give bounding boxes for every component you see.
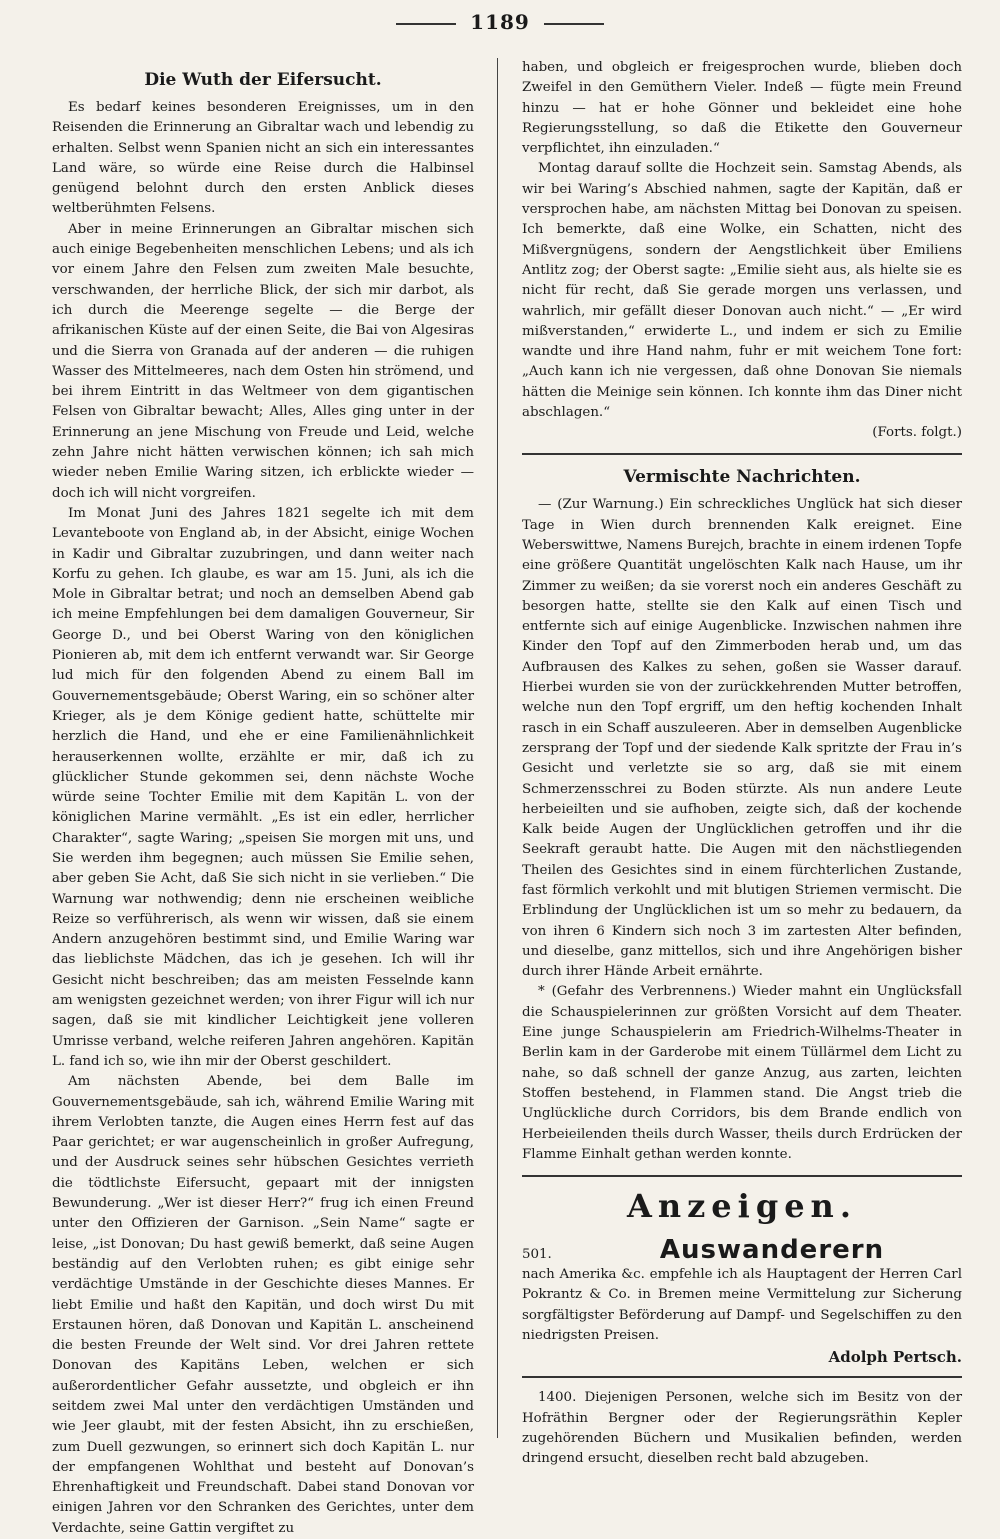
- right-column: [522, 58, 962, 1470]
- advertisement-501: [522, 1235, 962, 1366]
- left-column: [52, 58, 474, 1539]
- article-continuation: haben, und obgleich er freigesprochen wurde, blieben doch Zweifel in den Gemüthern Vieler. Indeß — fügte mein Freund hinzu — hat er hohe Gönner und bekleidet eine hohe Regierungsstellung, so daß die Etikette den Gouverneur verpflichtet, ihn einzuladen.“: [522, 60, 962, 157]
- article-paragraph: Aber in meine Erinnerungen an Gibraltar mischen sich auch einige Begebenheiten menschlichen Lebens; und als ich vor einem Jahre den Felsen zum zweiten Male besuchte, verschwanden, der herrliche Blick, der sich mir darbot, als ich durch die Meerenge segelte — die Berge der afrikanischen Küste auf der einen Seite, die Bai von Algesiras und die Sierra von Granada auf der anderen — die ruhigen Wasser des Mittelmeeres, nach dem Osten hin strömend, und bei ihrem Eintritt in das Weltmeer von dem gigantischen Felsen von Gibraltar bewacht; Alles, Alles ging unter in der Erinnerung an jene Mischung von Freude und Leid, welche zehn Jahre nicht hätten verwischen können; ich sah mich wieder neben Emilie Waring sitzen, ich erblickte wieder — doch ich will nicht vorgreifen.: [52, 221, 474, 501]
- news-item: — (Zur Warnung.) Ein schreckliches Unglück hat sich dieser Tage in Wien durch brennenden Kalk ereignet. Eine Weberswittwe, Namens Burejch, brachte in einem irdenen Topfe eine größere Quantität ungelöschten Kalk nach Hause, um ihr Zimmer zu weißen; da sie vorerst noch ein anderes Geschäft zu besorgen hatte, stellte sie den Kalk auf einen Tisch und entfernte sich auf einige Augenblicke. Inzwischen nahmen ihre Kinder den Topf auf den Zimmerboden herab und, um das Aufbrausen des Kalkes zu sehen, goßen sie Wasser darauf. Hierbei wurden sie von der zurückkehrenden Mutter betroffen, welche nun den Topf ergriff, um den heftig kochenden Inhalt rasch in ein Schaff auszuleeren. Aber in demselben Augenblicke zersprang der Topf und der siedende Kalk spritzte der Frau in’s Gesicht und verletzte sie so arg, daß sie mit einem Schmerzensschrei zu Boden stürzte. Als nun andere Leute herbeieilten und sie aufhoben, zeigte sich, daß der kochende Kalk beide Augen der Unglücklichen getroffen und ihr die Seekraft geraubt hatte. Die Augen mit den nächstliegenden Theilen des Gesichtes sind in einem fürchterlichen Zustande, fast förmlich verkohlt und mit blutigen Striemen vermischt. Die Erblindung der Unglücklichen ist um so mehr zu bedauern, da von ihren 6 Kindern sich noch 3 im zartesten Alter befinden, und dieselbe, ganz mittellos, sich und ihre Angehörigen bisher durch ihrer Hände Arbeit ernährte.: [522, 497, 962, 980]
- ad-signature: Adolph Pertsch.: [828, 1348, 962, 1367]
- ad-header-row: [522, 1235, 962, 1265]
- article-paragraph: Am nächsten Abende, bei dem Balle im Gouvernementsgebäude, sah ich, während Emilie Waring mit ihrem Verlobten tanzte, die Augen eines Herrn fest auf das Paar gerichtet; er war augenscheinlich in großer Aufregung, und der Ausdruck seines sehr hübschen Gesichtes verrieth die tödtlichste Eifersucht, gepaart mit der innigsten Bewunderung. „Wer ist dieser Herr?“ frug ich einen Freund unter den Offizieren der Garnison. „Sein Name“ sagte er leise, „ist Donovan; Du hast gewiß bemerkt, daß seine Augen beständig auf den Verlobten ruhen; es gibt einige sehr verdächtige Umstände in der Geschichte dieses Mannes. Er liebt Emilie und haßt den Kapitän, und doch wirst Du mit Erstaunen hören, daß Donovan und Kapitän L. anscheinend die besten Freunde der Welt sind. Vor drei Jahren rettete Donovan des Kapitäns Leben, welchen er sich außerordentlicher Gefahr aussetzte, und obgleich er ihn seitdem zwei Mal unter den verdächtigen Umständen und wie Jeer glaubt, mit der festen Absicht, ihn zu erschießen, zum Duell gezwungen, so erinnert sich doch Kapitän L. nur der empfangenen Wohlthat und besteht auf Donovan’s Ehrenhaftigkeit und Freundschaft. Dabei stand Donovan vor einigen Jahren vor den Schranken des Gerichtes, unter dem Verdachte, seine Gattin vergiftet zu: [52, 1074, 474, 1536]
- ad-text: 1400. Diejenigen Personen, welche sich im Besitz von der Hofräthin Bergner oder der Regierungsräthin Kepler zugehörenden Büchern und Musikalien befinden, werden dringend ersucht, dieselben recht bald abzugeben.: [522, 1390, 962, 1467]
- ad-number: 501.: [522, 1247, 552, 1263]
- section-rule: [522, 453, 962, 455]
- page-number: 1189: [0, 10, 1000, 34]
- column-divider: [497, 58, 498, 1438]
- ads-heading: Anzeigen.: [627, 1187, 857, 1226]
- section-rule: [522, 1376, 962, 1378]
- ad-text: nach Amerika &c. empfehle ich als Hauptagent der Herren Carl Pokrantz & Co. in Bremen meine Vermittelung zur Sicherung sorgfältigster Beförderung auf Dampf- und Segelschiffen zu den niedrigsten Preisen.: [522, 1267, 962, 1344]
- continued-note: (Forts. folgt.): [872, 425, 962, 441]
- advertisement-1400: [522, 1388, 962, 1469]
- news-heading: Vermischte Nachrichten.: [623, 467, 861, 488]
- ad-headline: Auswanderern: [659, 1235, 885, 1266]
- news-item: * (Gefahr des Verbrennens.) Wieder mahnt ein Unglücksfall die Schauspielerinnen zur größten Vorsicht auf dem Theater. Eine junge Schauspielerin am Friedrich-Wilhelms-Theater in Berlin kam in der Garderobe mit einem Tüllärmel dem Licht zu nahe, so daß schnell der ganze Anzug, aus zarten, leichten Stoffen bestehend, in Flammen stand. Die Angst trieb die Unglückliche durch Corridors, bis dem Brande endlich von Herbeieilenden theils durch Wasser, theils durch Erdrücken der Flamme Einhalt gethan werden konnte.: [522, 984, 962, 1162]
- article-paragraph: Es bedarf keines besonderen Ereignisses, um in den Reisenden die Erinnerung an Gibraltar wach und lebendig zu erhalten. Selbst wenn Spanien nicht an sich ein interessantes Land wäre, so würde eine Reise durch die Halbinsel genügend belohnt durch den ersten Anblick dieses weltberühmten Felsens.: [52, 100, 474, 217]
- article-paragraph: Im Monat Juni des Jahres 1821 segelte ich mit dem Levanteboote von England ab, in der Absicht, einige Wochen in Kadir und Gibraltar zuzubringen, und dann weiter nach Korfu zu gehen. Ich glaube, es war am 15. Juni, als ich die Mole in Gibraltar betrat; und noch an demselben Abend gab ich meine Empfehlungen bei dem damaligen Gouverneur, Sir George D., und bei Oberst Waring von den königlichen Pionieren ab, mit dem ich entfernt verwandt war. Sir George lud mich für den folgenden Abend zu einem Ball im Gouvernementsgebäude; Oberst Waring, ein so schöner alter Krieger, als je dem Könige gedient hatte, schüttelte mir herzlich die Hand, und ehe er eine Familienähnlichkeit herauserkennen wollte, erzählte er mir, daß ich zu glücklicher Stunde gekommen sei, denn nächste Woche würde seine Tochter Emilie mit dem Kapitän L. von der königlichen Marine vermählt. „Es ist ein edler, herrlicher Charakter“, sagte Waring; „speisen Sie morgen mit uns, und Sie werden ihm begegnen; auch müssen Sie Emilie sehen, aber geben Sie Acht, daß Sie sich nicht in sie verlieben.“ Die Warnung war nothwendig; denn nie erscheinen weibliche Reize so verführerisch, als wenn wir wissen, daß sie einem Andern anzugehören bestimmt sind, und Emilie Waring war das lieblichste Mädchen, das ich je gesehen. Ich will ihr Gesicht nicht beschreiben; das am meisten Fesselnde kann am wenigsten gezeichnet werden; von ihrer Figur will ich nur sagen, daß sie mit kindlicher Leichtigkeit jene volleren Umrisse verband, welche reiferen Jahren angehören. Kapitän L. fand ich so, wie ihn mir der Oberst geschildert.: [52, 505, 474, 1069]
- article-paragraph: Montag darauf sollte die Hochzeit sein. Samstag Abends, als wir bei Waring’s Abschied nahmen, sagte der Kapitän, daß er versprochen habe, am nächsten Mittag bei Donovan zu speisen. Ich bemerkte, daß eine Wolke, ein Schatten, nicht des Mißvergnügens, sondern der Aengstlichkeit über Emiliens Antlitz zog; der Oberst sagte: „Emilie sieht aus, als hielte sie es nicht für recht, daß Sie gerade morgen uns verlassen, und wahrlich, mir gefällt dieser Donovan auch nicht.“ — „Er wird mißverstanden,“ erwiderte L., und indem er sich zu Emilie wandte und ihre Hand nahm, fuhr er mit weichem Tone fort: „Auch kann ich nie vergessen, daß ohne Donovan Sie niemals hätten die Meinige sein können. Ich konnte ihm das Diner nicht abschlagen.“: [522, 161, 962, 421]
- section-rule: [522, 1175, 962, 1177]
- article-heading: Die Wuth der Eifersucht.: [144, 70, 382, 90]
